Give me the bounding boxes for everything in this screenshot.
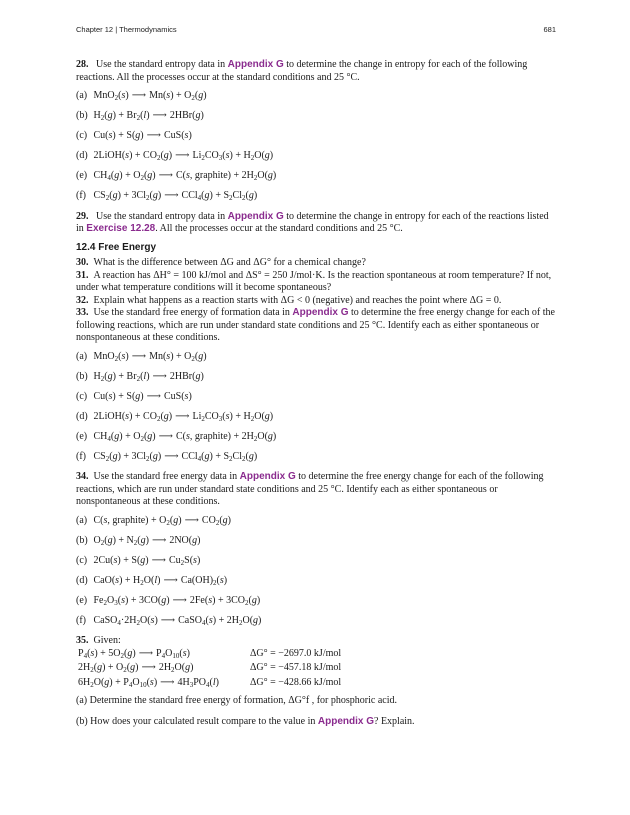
reaction-item: (b) $H_2(g) + Br_2(l)$ ⟶ 2HBr(g) (76, 370, 204, 383)
appendix-g-link[interactable]: Appendix G (239, 471, 296, 483)
reaction-item: (a) C(s, graphite) + $O_2(g)$ ⟶ $CO_2(g)$ (76, 514, 231, 527)
reaction-item: (a) MnO$_2$(s) ⟶ $Mn(s) + O_2(g)$ (76, 350, 207, 363)
reaction-item: (f) $CaSO_4\cdot 2H_2O(s)$ ⟶ CaSO$_4$(s) + $2H_2O(g)$ (76, 615, 262, 628)
problem-34: 34. Use the standard free energy data in Appendix G to determine the free energy change for each of the following reactions, which are run under standard state conditions and 25 °C. Identify each as either spontaneous or nonspontaneous at these conditions. (76, 471, 544, 508)
given-reactions (76, 648, 556, 692)
reaction-item: (e) $CH_4(g) + O_2(g)$ ⟶ C(s, graphite) + $2H_2O(g)$ (76, 170, 277, 183)
page-content (76, 59, 556, 728)
problem-31: 31. A reaction has ΔH° = 100 kJ/mol and ΔS° = 250 J/mol·K. Is the reaction spontaneous at room temperature? If not, under what temperature conditions will it become spontaneous? (76, 269, 552, 294)
page-number: 681 (543, 25, 556, 34)
reaction-list-34 (76, 515, 556, 628)
given-row: $P_4(s) + 5O_2(g)$ ⟶ $P_4O_{10}(s)$ ΔG° = −2697.0 kJ/mol (78, 647, 342, 660)
reaction-item: (f) $CS_2(g) + 3Cl_2(g)$ ⟶ $CCl_4(g) + S_2Cl_2(g)$ (76, 451, 258, 464)
reaction-item: (a) MnO$_2$(s) ⟶ $Mn(s) + O_2(g)$ (76, 90, 207, 102)
appendix-g-link[interactable]: Appendix G (317, 715, 374, 727)
reaction-item: (e) $Fe_2O_3(s) + 3CO(g)$ ⟶ $2Fe(s) + 3CO_2(g)$ (76, 595, 261, 607)
problem-35a: (a) Determine the standard free energy of formation, ΔG°f , for phosphoric acid. (76, 695, 397, 707)
given-row: $2H_2(g) + O_2(g)$ ⟶ $2H_2O(g)$ ΔG° = −457.18 kJ/mol (78, 662, 342, 675)
delta-g-value: ΔG° = −428.66 kJ/mol (250, 676, 342, 688)
reaction-item: (d) 2LiOH(s) + $CO_2(g)$ ⟶ $Li_2CO_3(s) + H_2O(g)$ (76, 150, 274, 163)
section-heading: 12.4 Free Energy (76, 241, 157, 253)
reaction-item: (e) $CH_4(g) + O_2(g)$ ⟶ C(s, graphite) + $2H_2O(g)$ (76, 430, 277, 443)
chapter-title: Chapter 12 | Thermodynamics (76, 25, 177, 34)
problem-30: 30. What is the difference between ΔG and ΔG° for a chemical change? (76, 257, 366, 269)
problem-33: 33. Use the standard free energy of formation data in Appendix G to determine the free energy change for each of the following reactions, which are run under standard state conditions and 25 °C. Identify each as either spontaneous or nonspontaneous at these conditions. (76, 307, 555, 344)
enthalpy-value: ΔH° = 100 kJ/mol (153, 269, 227, 281)
problem-35b: (b) How does your calculated result compare to the value in Appendix G? Explain. (76, 715, 415, 727)
problem-32: 32. Explain what happens as a reaction starts with ΔG < 0 (negative) and reaches the point where ΔG = 0. (76, 294, 502, 306)
problem-28: 28. Use the standard entropy data in Appendix G to determine the change in entropy for each of the following reactions. All the processes occur at the standard conditions and 25 °C. (76, 59, 528, 83)
delta-gf-symbol: ΔG°f (288, 695, 310, 707)
page-header (76, 25, 556, 34)
appendix-g-link[interactable]: Appendix G (227, 210, 284, 222)
reaction-list-33 (76, 351, 556, 464)
problem-29: 29. Use the standard entropy data in Appendix G to determine the change in entropy for each of the reactions listed in Exercise 12.28. All the processes occur at the standard conditions and 25 °C. (76, 210, 549, 235)
entropy-value: ΔS° = 250 J/mol·K (245, 269, 323, 281)
reaction-item: (d) 2LiOH(s) + $CO_2(g)$ ⟶ $Li_2CO_3(s) + H_2O(g)$ (76, 410, 274, 423)
reaction-item: (c) Cu(s) + S(g) ⟶ CuS(s) (76, 130, 192, 142)
given-row: $6H_2O(g) + P_4O_{10}(s)$ ⟶ $4H_3PO_4(l)$ ΔG° = −428.66 kJ/mol (78, 676, 342, 689)
delta-g-value: ΔG° = −2697.0 kJ/mol (250, 647, 342, 659)
reaction-list-28 (76, 90, 556, 203)
reaction-item: (b) $O_2(g) + N_2(g)$ ⟶ 2NO(g) (76, 534, 201, 547)
delta-g-value: ΔG° = −457.18 kJ/mol (250, 662, 342, 674)
appendix-g-link[interactable]: Appendix G (292, 307, 349, 319)
appendix-g-link[interactable]: Appendix G (227, 59, 284, 70)
problem-35: 35. Given: (76, 635, 121, 647)
reaction-item: (b) $H_2(g) + Br_2(l)$ ⟶ 2HBr(g) (76, 110, 204, 123)
reaction-item: (c) Cu(s) + S(g) ⟶ CuS(s) (76, 390, 192, 402)
reaction-item: (d) $CaO(s) + H_2O(l)$ ⟶ $Ca(OH)_2(s)$ (76, 574, 228, 587)
reaction-item: (c) 2Cu(s) + S(g) ⟶ $Cu_2S(s)$ (76, 554, 201, 567)
exercise-12-28-link[interactable]: Exercise 12.28 (86, 223, 156, 235)
reaction-item: (f) $CS_2(g) + 3Cl_2(g)$ ⟶ $CCl_4(g) + S_2Cl_2(g)$ (76, 190, 258, 203)
